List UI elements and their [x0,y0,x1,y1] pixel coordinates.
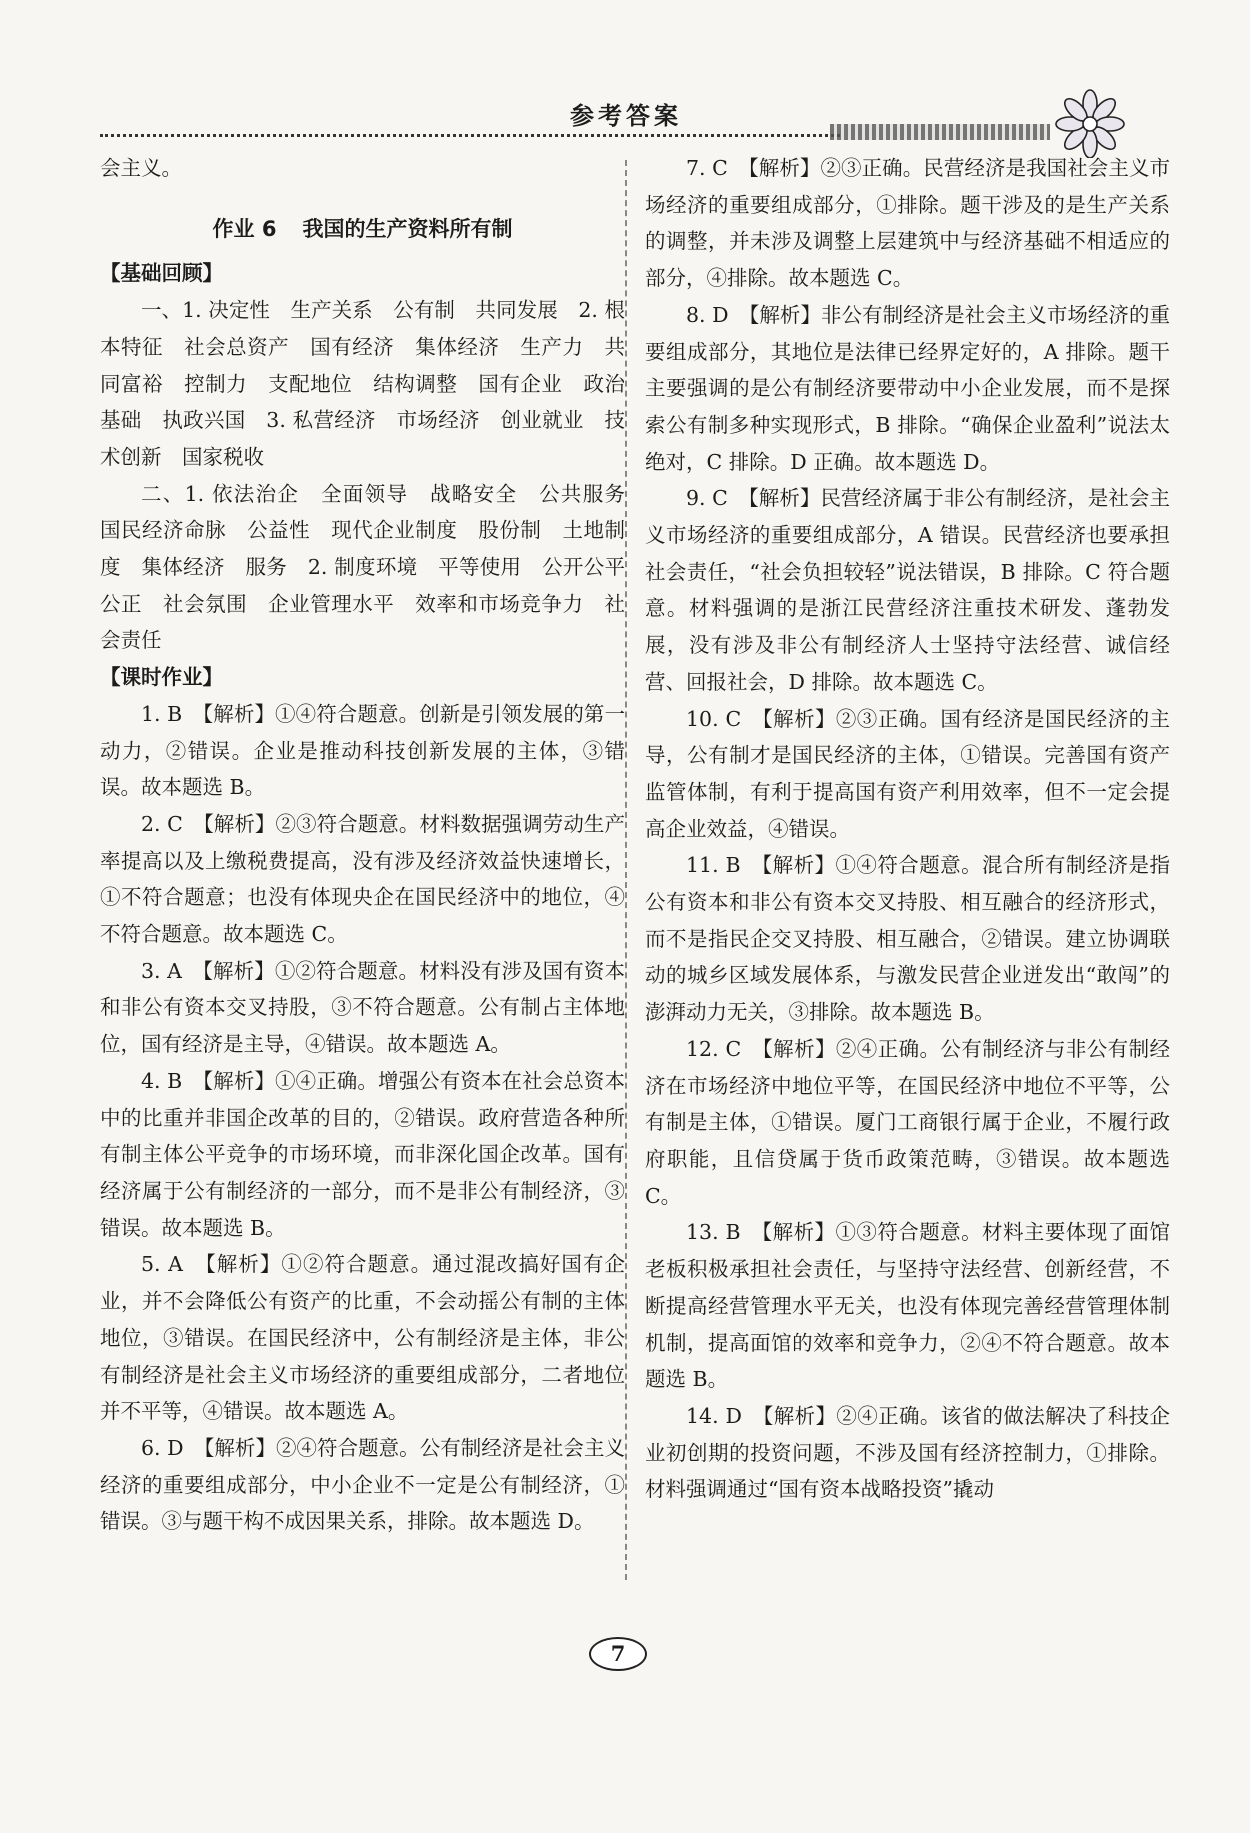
assignment-title [100,211,625,248]
page-header [100,88,1130,158]
assignment-name: 我国的生产资料所有制 [302,216,513,241]
answer-item: 5. A 【解析】①②符合题意。通过混改搞好国有企业，并不会降低公有资产的比重，不会动摇公有制的主体地位，③错误。在国民经济中，公有制经济是主体，非公有制经济是社会主义市场经济的重要组成部分，二者地位并不平等，④错误。故本题选 A。 [100,1252,625,1424]
column-divider [625,160,627,1580]
flower-icon [1050,88,1130,158]
left-column [100,150,646,1540]
page-number: 7 [589,1637,647,1671]
right-column [645,150,1170,1508]
assignment-number: 作业 6 [212,216,277,241]
answer-item: 2. C 【解析】②③符合题意。材料数据强调劳动生产率提高以及上缴税费提高，没有涉及经济效益快速增长，①不符合题意；也没有体现央企在国民经济中的地位，④不符合题意。故本题选 C。 [100,811,625,947]
answer-item: 10. C 【解析】②③正确。国有经济是国民经济的主导，公有制才是国民经济的主体，①错误。完善国有资产监管体制，有利于提高国有资产利用效率，但不一定会提高企业效益，④错误。 [645,706,1170,841]
intro-text: 会主义。 [100,156,182,180]
answer-item: 3. A 【解析】①②符合题意。材料没有涉及国有资本和非公有资本交叉持股，③不符合题意。公有制占主体地位，国有经济是主导，④错误。故本题选 A。 [100,958,625,1057]
header-dotted-rule [100,134,840,141]
basic-review-part2: 二、1. 依法治企 全面领导 战略安全 公共服务 国民经济命脉 公益性 现代企业制度 股份制 土地制度 集体经济 服务 2. 制度环境 平等使用 公开公平公正 社会氛围 企业管理水平 效率和市场竞争力 社会责任 [100,481,646,653]
answer-item: 13. B 【解析】①③符合题意。材料主要体现了面馆老板积极承担社会责任，与坚持守法经营、创新经营，不断提高经营管理水平无关，也没有体现完善经营管理体制机制，提高面馆的效率和竞争力，②④不符合题意。故本题选 B。 [645,1220,1170,1392]
header-decorative-band [830,124,1050,140]
header-title: 参考答案 [570,101,682,130]
answer-item: 12. C 【解析】②④正确。公有制经济与非公有制经济在市场经济中地位平等，在国民经济中地位不平等，公有制是主体，①错误。厦门工商银行属于企业，不履行政府职能，且信贷属于货币政策范畴，③错误。故本题选 C。 [645,1036,1170,1208]
answer-item: 11. B 【解析】①④符合题意。混合所有制经济是指公有资本和非公有资本交叉持股、相互融合的经济形式，而不是指民企交叉持股、相互融合，②错误。建立协调联动的城乡区域发展体系，与激发民营企业迸发出“敢闯”的澎湃动力无关，③排除。故本题选 B。 [645,853,1170,1025]
answer-item: 7. C 【解析】②③正确。民营经济是我国社会主义市场经济的重要组成部分，①排除。题干涉及的是生产关系的调整，并未涉及调整上层建筑中与经济基础不相适应的部分，④排除。故本题选 C。 [645,156,1170,291]
answer-item: 4. B 【解析】①④正确。增强公有资本在社会总资本中的比重并非国企改革的目的，②错误。政府营造各种所有制主体公平竞争的市场环境，而非深化国企改革。国有经济属于公有制经济的一部分，而不是非公有制经济，③错误。故本题选 B。 [100,1068,625,1240]
answer-item: 6. D 【解析】②④符合题意。公有制经济是社会主义经济的重要组成部分，中小企业不一定是公有制经济，①错误。③与题干构不成因果关系，排除。故本题选 D。 [100,1435,625,1534]
answer-item: 14. D 【解析】②④正确。该省的做法解决了科技企业初创期的投资问题，不涉及国有经济控制力，①排除。材料强调通过“国有资本战略投资”撬动 [645,1403,1170,1502]
basic-review-part1: 一、1. 决定性 生产关系 公有制 共同发展 2. 根本特征 社会总资产 国有经济 集体经济 生产力 共同富裕 控制力 支配地位 结构调整 国有企业 政治基础 执政兴国 3. 私营经济 市场经济 创业就业 技术创新 国家税收 [100,298,625,469]
answer-item: 1. B 【解析】①④符合题意。创新是引领发展的第一动力，②错误。企业是推动科技创新发展的主体，③错误。故本题选 B。 [100,701,625,800]
section-heading-basic: 【基础回顾】 [100,261,223,286]
answer-item: 9. C 【解析】民营经济属于非公有制经济，是社会主义市场经济的重要组成部分，A 错误。民营经济也要承担社会责任，“社会负担较轻”说法错误，B 排除。C 符合题意。材料强调的是浙江民营经济注重技术研发、蓬勃发展，没有涉及非公有制经济人士坚持守法经营、诚信经营、回报社会，D 排除。故本题选 C。 [645,486,1170,694]
section-heading-homework: 【课时作业】 [100,665,223,690]
answer-item: 8. D 【解析】非公有制经济是社会主义市场经济的重要组成部分，其地位是法律已经界定好的，A 排除。题干主要强调的是公有制经济要带动中小企业发展，而不是探索公有制多种实现形式，B 排除。“确保企业盈利”说法太绝对，C 排除。D 正确。故本题选 D。 [645,302,1170,474]
